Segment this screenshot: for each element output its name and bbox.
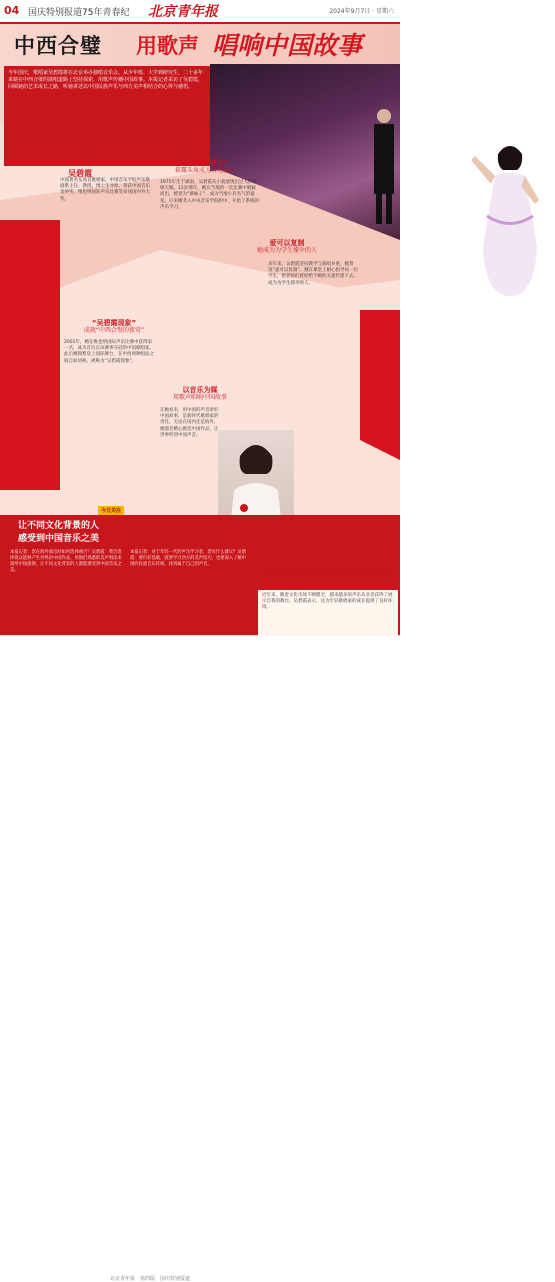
section-title-2: 爱可以复制: [269, 239, 305, 247]
page-header: [0, 0, 400, 24]
bottom-headline: 让不同文化背景的人 感受到中国音乐之美: [18, 521, 100, 544]
profile-bio: 中国著名女高音歌唱家，中国音乐学院声乐歌剧系主任、教授，博士生导师。曾获中国音乐金钟奖、维也纳国际声乐比赛等多项国内外大奖。: [60, 178, 150, 202]
section-subtitle-3: 成就“中西合璧的夜莺”: [83, 327, 145, 334]
section-title-3: “吴碧霞现象”: [91, 319, 137, 327]
bottom-column-2: 本报记者：对于年轻一代的声乐学习者，您有什么建议？吴碧霞：要打好基础，既要学习西方的美声技巧，也要深入了解中国的民族音乐传统，找到属于自己的声音。: [130, 550, 247, 567]
headline-part3: 唱响中国故事: [212, 31, 363, 60]
body-column-3: 多年来，吴碧霞坚持教学与演唱并重，她常说“爱可以复制”。她在课堂上耐心指导每一位学生，把老师们曾经给予她的关爱传递下去，成为为学生撑伞的人。: [268, 262, 359, 286]
page-footer: [0, 636, 400, 1282]
section-title-1: 12岁“摘妹子”: [181, 159, 229, 167]
masthead: 北京青年报: [148, 4, 218, 20]
singer-figure: [465, 136, 555, 296]
body-column-1: 1975年生于湖南，吴碧霞从小就展现出过人的歌唱天赋。12岁那年，她在当地的一次比赛中脱颖而出，被誉为“摘妹子”，成为当地小有名气的童星。后来她考入中央音乐学院附中，开始了系统的声乐学习。: [160, 180, 259, 210]
section-title-4: 以音乐为媒: [182, 386, 218, 394]
footer-text: 北京青年报 第四版 国庆特别报道: [110, 1276, 191, 1282]
section-name: 国庆特别报道75年青春纪: [28, 8, 130, 18]
sidebar-text: 近年来，随着文化市场不断健全，越来越多的声乐从业者获得了展示自我的舞台。吴碧霞表示，这为年轻歌唱家的成长提供了良好环境。: [262, 593, 393, 611]
issue-date: 2024年9月7日 · 星期六: [329, 8, 394, 15]
sidebar-box: [258, 590, 398, 642]
body-column-4: 在她看来，用中国的声音讲好中国故事，是新时代歌唱家的责任。无论在国内还是海外，她都会精心挑选中国作品，让世界听到中国声音。: [160, 408, 219, 438]
section-subtitle-4: 用歌声唱响中国故事: [172, 394, 227, 401]
sidebar-title: 文化市场逐步健全 从业者有更多机会展现作品: [267, 570, 391, 577]
profile-name: 吴碧霞: [68, 169, 92, 178]
headline-part2: 用歌声: [136, 33, 199, 58]
body-column-2: 2001年，她在维也纳国际声乐比赛中获得第一名，成为首位在该赛事夺冠的中国歌唱家。此后她频繁登上国际舞台，在中西两种唱法之间自如切换，被称为“吴碧霞现象”。: [64, 340, 154, 364]
lead-paragraph: 今年国庆，歌唱家吴碧霞将在北京举办独唱音乐会。从少年班、大学到研究生，二十多年来她在中西合璧的演唱道路上坚持探索，用歌声传播中国故事。本报记者采访了吴碧霞，回顾她的艺术成长之路，听她讲述以中国民族声乐与西方美声相结合的心得与感悟。: [8, 70, 204, 90]
section-subtitle-1: 崭露头角成为当地童星: [174, 167, 235, 174]
section-subtitle-2: 她成为为学生撑伞的人: [256, 247, 317, 254]
bottom-label: 今日关注: [98, 506, 124, 515]
page-number: 04: [4, 4, 20, 17]
headline-part1: 中西合璧: [14, 33, 102, 58]
bottom-column-1: 本报记者：您在海外演出时如何选择曲目？吴碧霞：我会选择观众能够产生共鸣的中国作品，用他们熟悉的美声唱法来演绎中国旋律，让不同文化背景的人都能感受到中国音乐之美。: [10, 550, 122, 573]
